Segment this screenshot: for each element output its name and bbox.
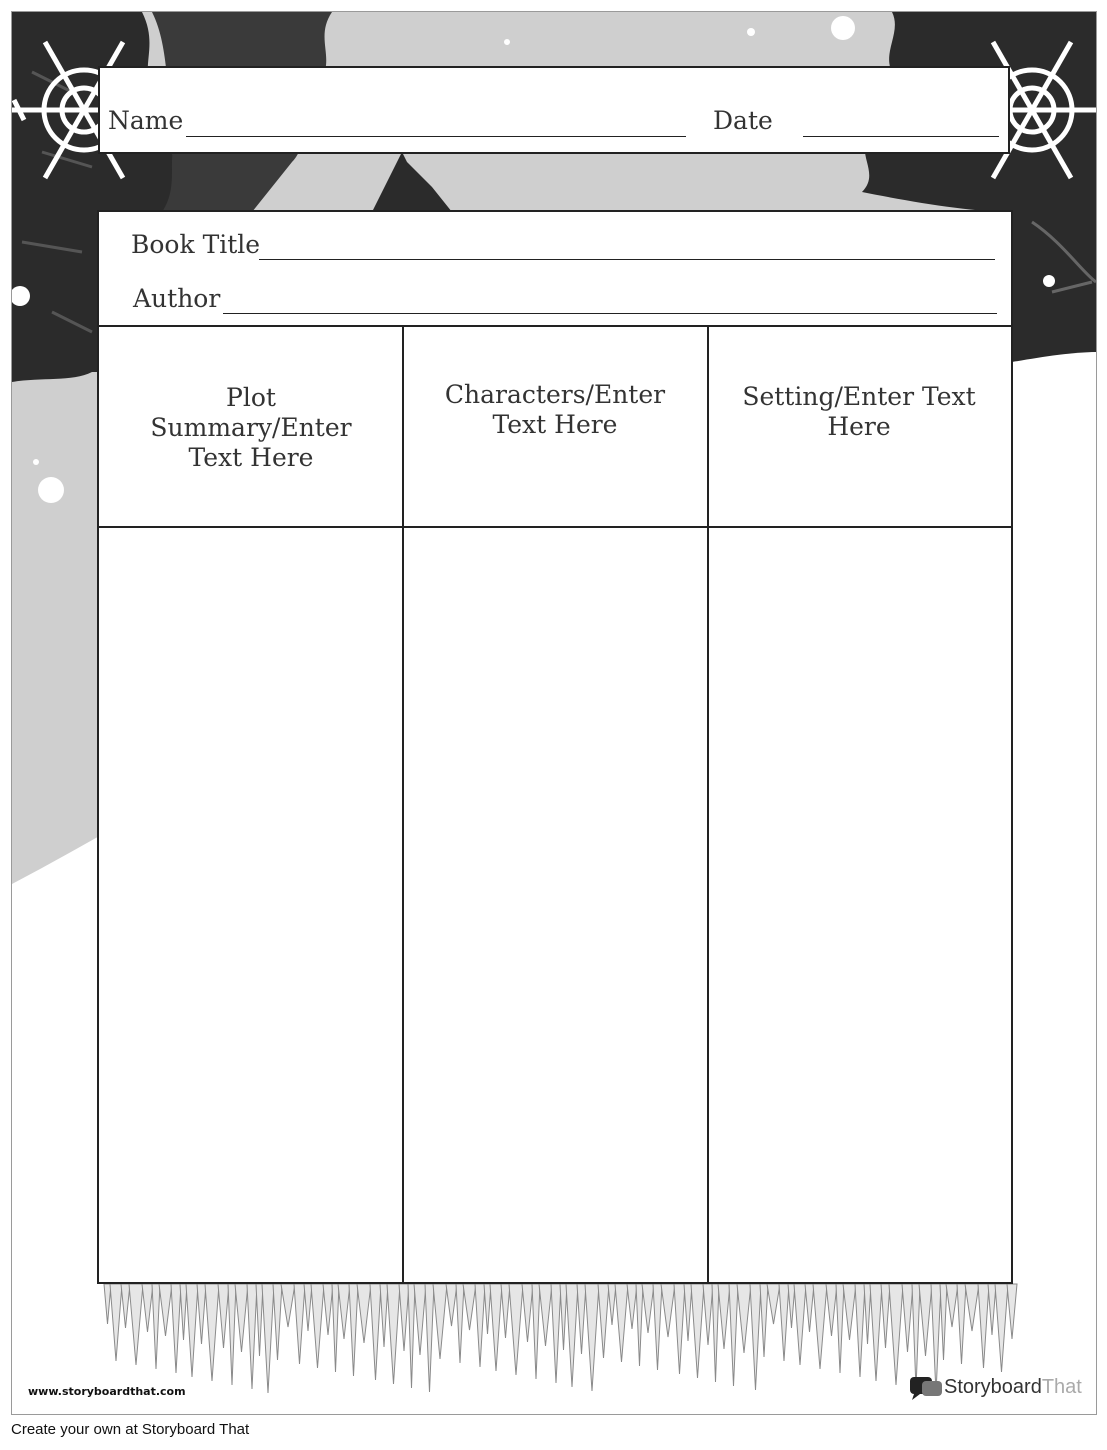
column-header-label: Characters/Enter Text Here xyxy=(444,380,666,439)
name-label: Name xyxy=(108,106,184,135)
worksheet xyxy=(11,11,1097,1415)
book-title-field[interactable] xyxy=(259,259,995,260)
date-field[interactable] xyxy=(803,136,999,137)
column-header-plot[interactable] xyxy=(129,328,373,528)
book-title-label: Book Title xyxy=(131,230,261,259)
column-header-label: Plot Summary/Enter Text Here xyxy=(150,383,352,472)
characters-cell[interactable] xyxy=(404,528,707,1282)
name-field[interactable] xyxy=(186,136,686,137)
column-header-characters[interactable] xyxy=(429,310,681,510)
plot-cell[interactable] xyxy=(99,528,402,1282)
logo-text-that: That xyxy=(1041,1375,1082,1398)
storyboard-logo-icon xyxy=(910,1374,944,1400)
column-header-label: Setting/Enter Text Here xyxy=(742,382,976,441)
footer-link[interactable]: Create your own at Storyboard That xyxy=(11,1421,250,1438)
storyboardthat-logo xyxy=(910,1374,1082,1400)
author-label: Author xyxy=(133,284,221,313)
watermark-url: www.storyboardthat.com xyxy=(28,1385,186,1398)
name-date-box xyxy=(98,66,1010,154)
book-report-table xyxy=(97,210,1013,1284)
logo-text-storyboard: Storyboard xyxy=(944,1375,1042,1398)
setting-cell[interactable] xyxy=(709,528,1011,1282)
date-label: Date xyxy=(713,106,773,135)
column-header-setting[interactable] xyxy=(733,312,985,512)
